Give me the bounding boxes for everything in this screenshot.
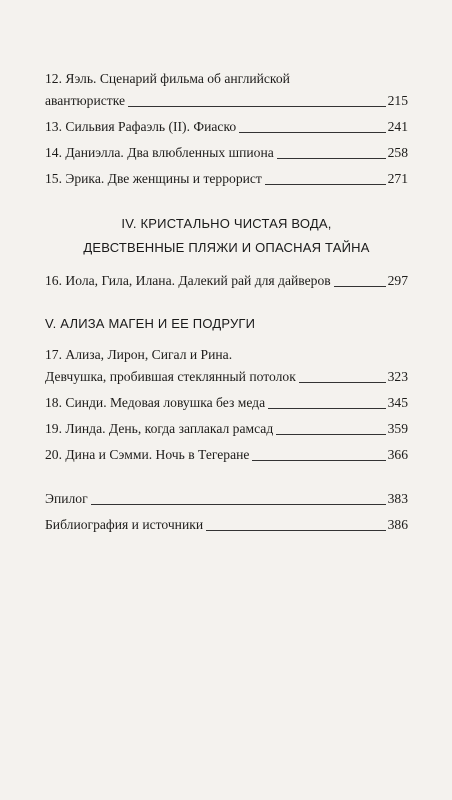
toc-entry-title: 18. Синди. Медовая ловушка без меда bbox=[45, 395, 266, 410]
toc-entry-title: 13. Сильвия Рафаэль (II). Фиаско bbox=[45, 119, 237, 134]
toc-entry-14 bbox=[45, 142, 408, 164]
toc-page-number: 323 bbox=[387, 369, 408, 384]
toc-entry-title: 15. Эрика. Две женщины и террорист bbox=[45, 171, 262, 186]
toc-page-number: 271 bbox=[387, 171, 408, 186]
toc-page-number: 215 bbox=[387, 93, 408, 108]
toc-entry-16 bbox=[45, 270, 408, 292]
toc-entry-title: Девчушка, пробившая стеклянный потолок bbox=[45, 369, 296, 384]
toc-entry-title: 19. Линда. День, когда заплакал рамсад bbox=[45, 421, 274, 436]
toc-page-number: 383 bbox=[387, 491, 408, 506]
section-heading-4-line2: ДЕВСТВЕННЫЕ ПЛЯЖИ И ОПАСНАЯ ТАЙНА bbox=[83, 240, 370, 255]
toc-page-number: 345 bbox=[387, 395, 408, 410]
dot-leader bbox=[128, 105, 386, 107]
toc-entry-title: Эпилог bbox=[45, 491, 88, 506]
toc-page-number: 297 bbox=[387, 273, 408, 288]
toc-page-number: 386 bbox=[387, 517, 408, 532]
dot-leader bbox=[334, 285, 386, 287]
dot-leader bbox=[276, 433, 385, 435]
toc-entry-19 bbox=[45, 418, 408, 440]
toc-page-number: 359 bbox=[387, 421, 408, 436]
toc-entry-18 bbox=[45, 392, 408, 414]
toc-page-number: 258 bbox=[387, 145, 408, 160]
section-heading-4-line1: IV. КРИСТАЛЬНО ЧИСТАЯ ВОДА, bbox=[121, 216, 332, 231]
toc-entry-title-line1: 17. Ализа, Лирон, Сигал и Рина. bbox=[45, 347, 233, 362]
dot-leader bbox=[265, 183, 386, 185]
dot-leader bbox=[91, 503, 386, 505]
toc-entry-12 bbox=[45, 68, 408, 112]
dot-leader bbox=[206, 529, 386, 531]
toc-entry-13 bbox=[45, 116, 408, 138]
toc-page-number: 241 bbox=[387, 119, 408, 134]
toc-entry-title: Библиография и источники bbox=[45, 517, 204, 532]
dot-leader bbox=[252, 459, 385, 461]
dot-leader bbox=[239, 131, 385, 133]
toc-entry-title: авантюристке bbox=[45, 93, 126, 108]
toc-entry-15 bbox=[45, 168, 408, 190]
section-heading-5: V. АЛИЗА МАГЕН И ЕЕ ПОДРУГИ bbox=[45, 316, 256, 331]
table-of-contents bbox=[45, 68, 408, 536]
toc-entry-17 bbox=[45, 344, 408, 388]
toc-entry-bibliography bbox=[45, 514, 408, 536]
dot-leader bbox=[268, 407, 385, 409]
dot-leader bbox=[299, 381, 386, 383]
toc-entry-title: 14. Даниэлла. Два влюбленных шпиона bbox=[45, 145, 274, 160]
toc-entry-title-line1: 12. Яэль. Сценарий фильма об английской bbox=[45, 71, 290, 86]
toc-entry-20 bbox=[45, 444, 408, 466]
toc-entry-epilogue bbox=[45, 488, 408, 510]
dot-leader bbox=[277, 157, 386, 159]
toc-entry-title: 16. Иола, Гила, Илана. Далекий рай для дайверов bbox=[45, 273, 331, 288]
toc-page-number: 366 bbox=[387, 447, 408, 462]
toc-entry-title: 20. Дина и Сэмми. Ночь в Тегеране bbox=[45, 447, 250, 462]
